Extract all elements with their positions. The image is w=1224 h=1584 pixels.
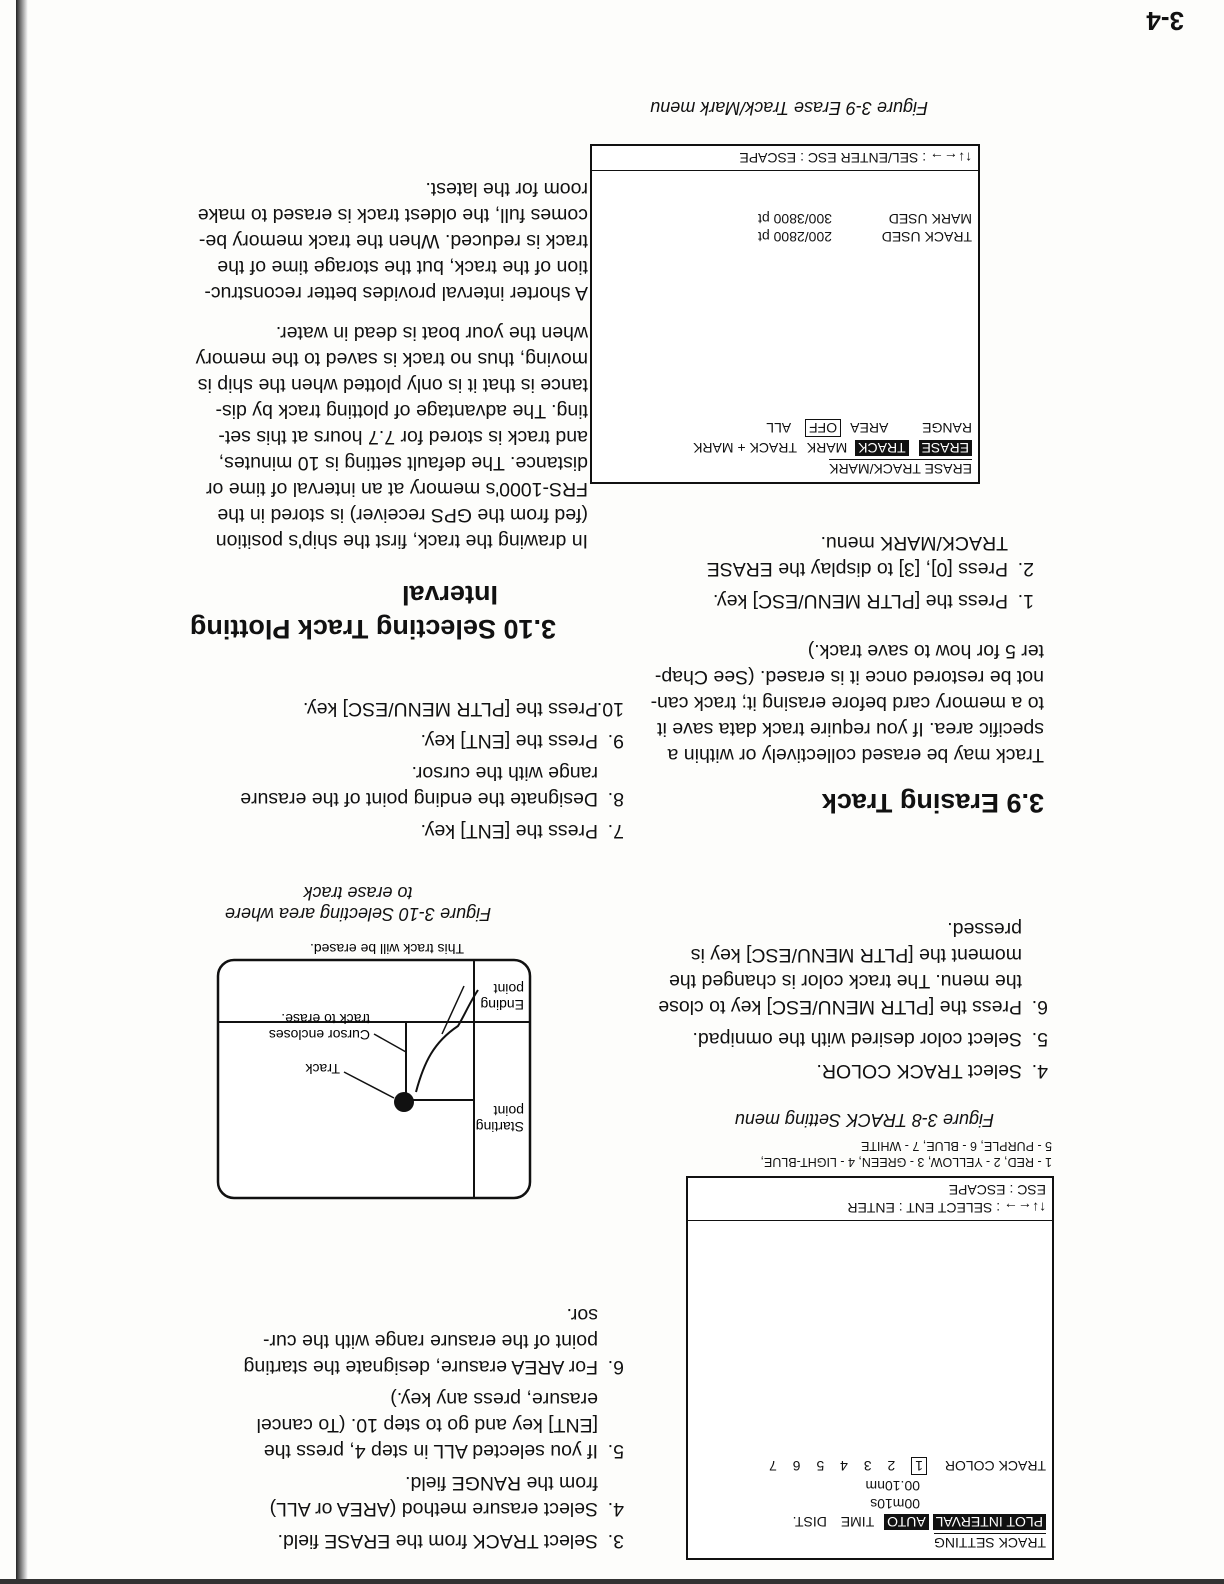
option-all[interactable]: ALL [766,420,792,436]
ending-point-label-1: Ending [480,997,524,1013]
starting-point-dot [394,1092,414,1112]
ending-point-label-2: point [493,981,524,997]
section-3-9-title: 3.9 Erasing Track [821,788,1044,818]
step-5: 5. If you selected ALL in step 4, press the [263,1440,624,1462]
step-2-display-menu: 2. Press [0], [3] to display the ERASE [706,558,1034,580]
color-legend: 1 - RED, 2 - YELLOW, 3 - GREEN, 4 - LIGHT-BLUE, 5 - PURPLE, 6 - BLUE, 7 - WHITE [760,1139,1052,1169]
cursor-note-2: track to erase. [281,1011,370,1027]
figure-3-8-track-setting-menu [686,1176,1054,1560]
mark-used-value: 300/3800 pt [758,211,832,227]
dist-value: 00.10nm [865,1478,920,1494]
screen-outline [218,960,530,1198]
step-1-press-key: 1. Press the [PLTR MENU/ESC] key. [712,590,1034,612]
step-9: 9. Press the [ENT] key. [420,730,624,752]
color-option-7[interactable]: 7 [769,1458,777,1474]
figure-3-8-caption: Figure 3-8 TRACK Setting menu [734,1110,994,1130]
step-8: 8. Designate the ending point of the erasure [240,788,624,810]
will-be-erased-label: This track will be erased. [309,942,464,957]
color-option-6[interactable]: 6 [792,1458,801,1474]
time-value: 00m10s [870,1496,920,1512]
erase-label: ERASE [919,440,972,456]
plot-interval-row [694,1513,1046,1531]
option-time[interactable]: TIME [840,1514,875,1530]
section-3-10-title: 3.10 Selecting Track Plotting Interval [189,580,556,644]
left-steps-a: 3. Select TRACK from the ERASE field. 4. Select erasure method (AREA or ALL) from the RANGE field. 5. If you selected ALL in step 4, press the [ENT] key and go to step 10. (To cancel erasure, press any key.) 6. For AREA erasure, designate the starting point of the erasure range with the cur- sor. [184,1302,624,1554]
right-steps-d: 1. Press the [PLTR MENU/ESC] key. 2. Press [0], [3] to display the ERASE TRACK/MARK menu. [614,530,1034,614]
mark-used-row: MARK USED300/3800 pt [758,211,972,227]
track-color-row [694,1457,1046,1475]
memory-usage [598,210,972,246]
step-6-close-menu: 6. Press the [PLTR MENU/ESC] key to close [658,996,1048,1018]
figure-3-10-caption: Figure 3-10 Selecting area where to erase track [224,883,492,924]
starting-point-label-2: point [493,1103,524,1119]
track-used-value: 200/2800 pt [758,229,832,245]
color-option-3[interactable]: 3 [863,1458,872,1474]
track-setting-header [688,1451,1052,1558]
range-row [598,419,972,437]
option-area[interactable]: AREA [850,420,889,436]
track-label: Track [305,1061,340,1077]
track-used-row: TRACK USED200/2800 pt [758,229,972,245]
step-6: 6. For AREA erasure, designate the starting [243,1356,624,1378]
figure-3-9-caption: Figure 3-9 Erase Track/Mark menu [650,98,928,118]
esc-hint: ESC : ESCAPE [948,1182,1046,1198]
step-5-select-color: 5. Select color desired with the omnipad. [692,1028,1048,1050]
figure-3-10-diagram [214,942,534,1202]
left-steps-b: 7. Press the [ENT] key. 8. Designate the ending point of the erasure range with the cursor. 9. Press the [ENT] key. 10. Press the [PLTR MENU/ESC] key. [184,696,624,844]
erase-row [598,439,972,457]
section-3-10-body: In drawing the track, first the ship's position (fed from the GPS receiver) is stored in the FRS-1000's memory at an interval of time or distance. The default setting is 10 minutes, and track is stored for 7.7 hours at this set- ting. The advantage of plotting track by dis- tance is that it is only plotted when the ship is moving, thus no track is saved to the memory when the your boat is dead in water. A shorter interval provides better reconstruc- tion of the track, but the storage time of the track is reduced. When the track memory be- comes full, the oldest track is erased to make room for the latest. [195,178,588,552]
color-option-4[interactable]: 4 [840,1458,848,1474]
page-top-edge [0,1579,1224,1584]
plot-interval-label[interactable]: PLOT INTERVAL [933,1514,1046,1530]
page-binding-edge [16,0,28,1584]
figure-3-9-erase-menu [590,144,980,484]
track-setting-title: TRACK SETTING [933,1535,1046,1551]
track-setting-footer [688,1178,1052,1221]
erase-menu-footer: ↑↓←→ : SEL/ENTER ESC : ESCAPE [592,146,978,171]
erase-menu-header [592,415,978,482]
step-4: 4. Select erasure method (AREA or ALL) [269,1498,624,1520]
color-option-1[interactable]: 1 [911,1457,927,1475]
step-7: 7. Press the [ENT] key. [420,820,624,842]
page-number: 3-4 [1146,6,1184,36]
cursor-note-1: Cursor encloses [268,1027,370,1043]
step-3: 3. Select TRACK from the ERASE field. [277,1530,624,1552]
option-off[interactable]: OFF [805,419,841,437]
option-track[interactable]: TRACK [855,440,908,456]
erase-area-svg [214,942,534,1202]
color-option-2[interactable]: 2 [887,1458,896,1474]
option-mark[interactable]: MARK [806,440,848,456]
starting-point-label-1: Starting [475,1119,524,1135]
option-auto[interactable]: AUTO [884,1514,929,1530]
section-3-9-body: Track may be erased collectively or within a specific area. If you require track data save it to a memory card before erasing it; track can- not be restored once it is erased. (See Chap- ter 5 for how to save track.) [650,640,1044,766]
right-steps-c: 4. Select TRACK COLOR. 5. Select color desired with the omnipad. 6. Press the [PLTR MENU/ESC] key to close the menu. The track color is changed the moment the [PLTR MENU/ESC] key is pressed. [628,916,1048,1084]
step-4-track-color: 4. Select TRACK COLOR. [816,1060,1048,1082]
erase-menu-title: ERASE TRACK/MARK [829,461,972,477]
step-10: 10. Press the [PLTR MENU/ESC] key. [302,698,624,720]
nav-hint: ↑↓←→ : SELECT ENT : ENTER [847,1200,1046,1216]
option-dist[interactable]: DIST. [792,1514,827,1530]
range-label: RANGE [922,420,972,436]
option-track-mark[interactable]: TRACK + MARK [693,440,797,456]
color-option-5[interactable]: 5 [816,1458,825,1474]
track-color-label: TRACK COLOR [944,1458,1046,1474]
